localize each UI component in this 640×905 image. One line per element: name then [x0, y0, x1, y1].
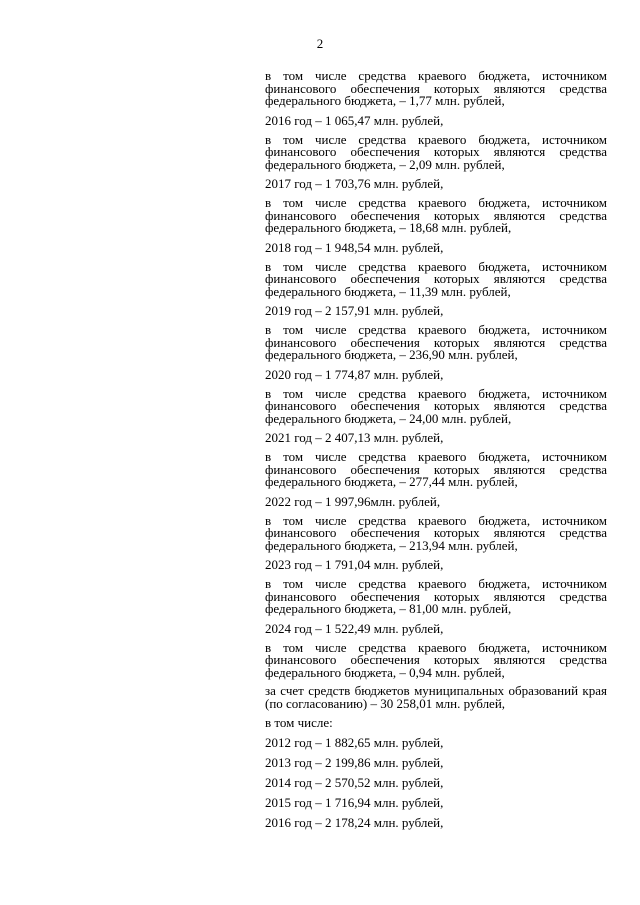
document-body — [265, 70, 607, 836]
paragraph: в том числе средства краевого бюджета, источником финансового обеспечения которых являются средства федерального бюджета, – 0,94 млн. рублей, — [265, 639, 607, 680]
paragraph: 2013 год – 2 199,86 млн. рублей, — [265, 755, 444, 770]
paragraph: 2012 год – 1 882,65 млн. рублей, — [265, 735, 444, 750]
paragraph: 2016 год – 1 065,47 млн. рублей, — [265, 112, 444, 128]
paragraph: 2017 год – 1 703,76 млн. рублей, — [265, 176, 444, 191]
paragraph: 2021 год – 2 407,13 млн. рублей, — [265, 430, 444, 445]
paragraph: в том числе средства краевого бюджета, источником финансового обеспечения которых являются средства федерального бюджета, – 236,90 млн. рублей, — [265, 322, 607, 362]
paragraph: 2014 год – 2 570,52 млн. рублей, — [265, 775, 444, 790]
paragraph: 2015 год – 1 716,94 млн. рублей, — [265, 795, 444, 810]
paragraph: 2022 год – 1 997,96млн. рублей, — [265, 493, 441, 509]
paragraph: в том числе средства краевого бюджета, источником финансового обеспечения которых являются средства федерального бюджета, – 18,68 млн. рублей, — [265, 195, 607, 235]
paragraph: 2020 год – 1 774,87 млн. рублей, — [265, 366, 444, 382]
paragraph: 2023 год – 1 791,04 млн. рублей, — [265, 557, 444, 572]
paragraph: 2018 год – 1 948,54 млн. рублей, — [265, 239, 444, 255]
paragraph: в том числе средства краевого бюджета, источником финансового обеспечения которых являются средства федерального бюджета, – 1,77 млн. рублей, — [265, 68, 607, 108]
paragraph: в том числе средства краевого бюджета, источником финансового обеспечения которых являются средства федерального бюджета, – 24,00 млн. рублей, — [265, 385, 607, 426]
paragraph: в том числе средства краевого бюджета, источником финансового обеспечения которых являются средства федерального бюджета, – 11,39 млн. рублей, — [265, 258, 607, 299]
paragraph: в том числе средства краевого бюджета, источником финансового обеспечения которых являются средства федерального бюджета, – 2,09 млн. рублей, — [265, 131, 607, 172]
paragraph: 2016 год – 2 178,24 млн. рублей, — [265, 815, 444, 830]
paragraph: в том числе: — [265, 715, 333, 730]
paragraph: за счет средств бюджетов муниципальных образований края (по согласованию) – 30 258,01 млн. рублей, — [265, 683, 607, 711]
page-number: 2 — [316, 36, 324, 51]
paragraph: 2024 год – 1 522,49 млн. рублей, — [265, 620, 444, 636]
paragraph: в том числе средства краевого бюджета, источником финансового обеспечения которых являются средства федерального бюджета, – 277,44 млн. рублей, — [265, 449, 607, 489]
paragraph: в том числе средства краевого бюджета, источником финансового обеспечения которых являются средства федерального бюджета, – 213,94 млн. рублей, — [265, 512, 607, 553]
paragraph: 2019 год – 2 157,91 млн. рублей, — [265, 303, 444, 318]
paragraph: в том числе средства краевого бюджета, источником финансового обеспечения которых являются средства федерального бюджета, – 81,00 млн. рублей, — [265, 576, 607, 616]
